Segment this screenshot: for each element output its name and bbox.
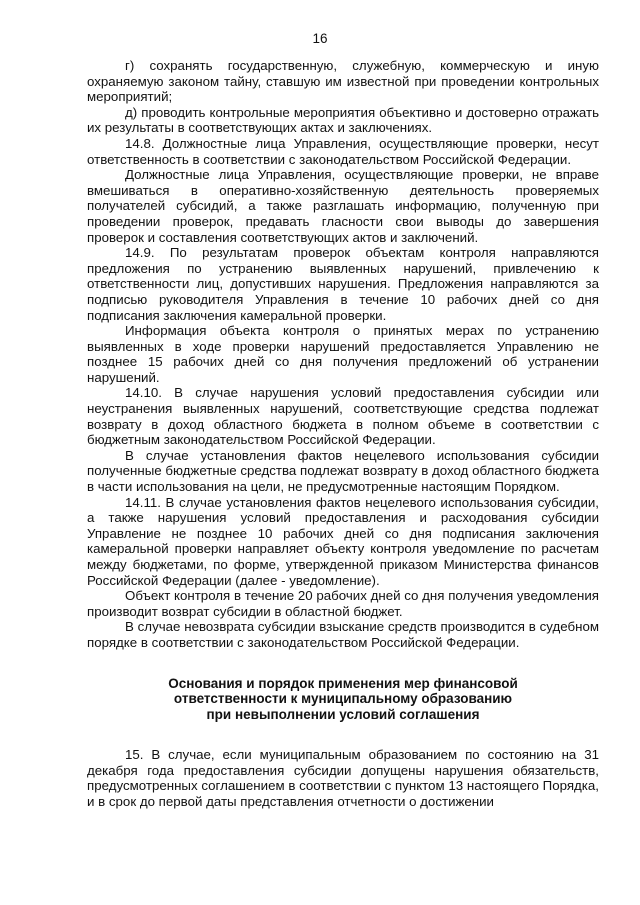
page-number: 16 <box>312 31 328 46</box>
paragraph: 15. В случае, если муниципальным образованием по состоянию на 31 декабря года предоставления субсидии допущены нарушения обязательств, предусмотренных соглашением в соответствии с пунктом 13 настоящего Порядка, и в срок до первой даты представления отчетности о достижении <box>87 746 599 809</box>
section-heading-line: Основания и порядок применения мер финансовой <box>168 675 518 691</box>
paragraph: 14.8. Должностные лица Управления, осуществляющие проверки, несут ответственность в соответствии с законодательством Российской Федерации. <box>87 135 599 167</box>
section-heading-line: ответственности к муниципальному образованию <box>173 691 513 707</box>
section-heading <box>87 676 599 723</box>
paragraph: 14.11. В случае установления фактов нецелевого использования субсидии, а также нарушения условий предоставления и расходования субсидии Управление не позднее 10 рабочих дней со дня подписания заключения камеральной проверки направляет объекту контроля уведомление по расчетам между бюджетами, по форме, утвержденной приказом Министерства финансов Российской Федерации (далее - уведомление). <box>87 494 599 588</box>
paragraph: 14.10. В случае нарушения условий предоставления субсидии или неустранения выявленных нарушений, соответствующие средства подлежат возврату в доход областного бюджета в полном объеме в соответствии с бюджетным законодательством Российской Федерации. <box>87 385 599 448</box>
paragraph: Информация объекта контроля о принятых мерах по устранению выявленных в ходе проверки нарушений предоставляется Управлению не позднее 15 рабочих дней со дня получения предложений об устранении нарушений. <box>87 323 599 385</box>
paragraph: д) проводить контрольные мероприятия объективно и достоверно отражать их результаты в соответствующих актах и заключениях. <box>87 104 599 136</box>
paragraph: г) сохранять государственную, служебную, коммерческую и иную охраняемую законом тайну, ставшую им известной при проведении контрольных мероприятий; <box>87 58 599 105</box>
paragraph: 14.9. По результатам проверок объектам контроля направляются предложения по устранению выявленных нарушений, привлечению к ответственности лиц, допустивших нарушения. Предложения направляются за подписью руководителя Управления в течение 10 рабочих дней со дня подписания заключения камеральной проверки. <box>87 245 599 323</box>
document-body <box>87 58 599 809</box>
paragraph: В случае установления фактов нецелевого использования субсидии полученные бюджетные средства подлежат возврату в доход областного бюджета в части использования на цели, не предусмотренные настоящим Порядком. <box>87 447 599 495</box>
paragraph: В случае невозврата субсидии взыскание средств производится в судебном порядке в соответствии с законодательством Российской Федерации. <box>87 619 599 650</box>
paragraph: Должностные лица Управления, осуществляющие проверки, не вправе вмешиваться в оперативно-хозяйственную деятельность проверяемых получателей субсидий, а также разглашать информацию, полученную при проведении проверок, предавать гласности свои выводы до завершения проверок и составления соответствующих актов и заключений. <box>87 167 599 245</box>
section-heading-line: при невыполнении условий соглашения <box>206 707 480 723</box>
paragraph: Объект контроля в течение 20 рабочих дней со дня получения уведомления производит возврат субсидии в областной бюджет. <box>87 588 599 619</box>
